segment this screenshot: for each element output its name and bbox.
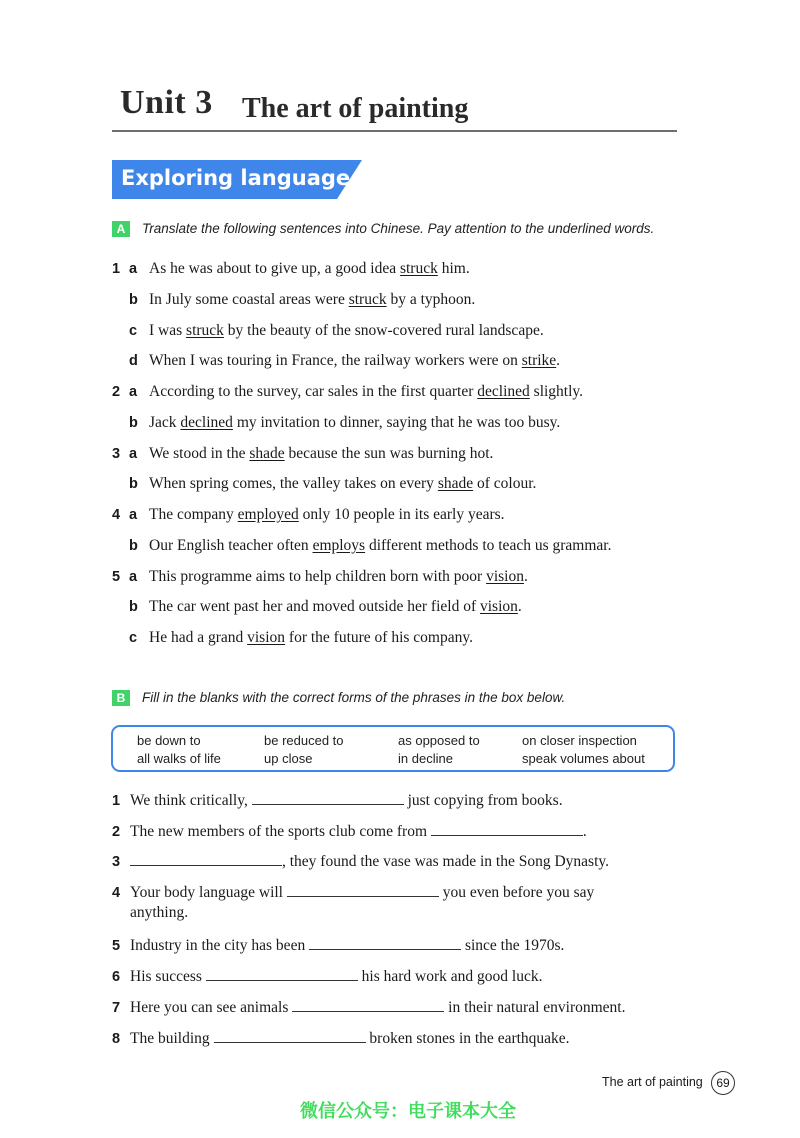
phrase-item: as opposed to <box>398 733 480 748</box>
item-letter: a <box>129 261 138 277</box>
watermark: 微信公众号：电子课本大全 <box>300 1101 516 1122</box>
sentence-text: Here you can see animals <box>130 999 293 1016</box>
sentence-text: his hard work and good luck. <box>357 968 543 985</box>
answer-blank[interactable] <box>287 882 439 897</box>
fill-blank-row <box>112 821 587 842</box>
underlined-word: employed <box>237 506 299 523</box>
sentence-text: The car went past her and moved outside her field of <box>149 598 480 615</box>
item-number: 7 <box>112 1000 121 1016</box>
sentence-text: him. <box>437 260 470 277</box>
sentence-row <box>112 413 560 433</box>
item-number: 8 <box>112 1031 121 1047</box>
phrase-item: up close <box>264 751 313 766</box>
sentence-text: I was <box>149 322 187 339</box>
item-number: 2 <box>112 824 121 840</box>
sentence-text: He had a grand <box>149 629 248 646</box>
underlined-word: declined <box>180 414 233 431</box>
sentence-text: We stood in the <box>149 445 250 462</box>
underlined-word: shade <box>437 475 474 492</box>
phrase-item: speak volumes about <box>522 751 645 766</box>
item-letter: b <box>129 415 138 431</box>
underlined-word: declined <box>477 383 530 400</box>
sentence-row <box>112 536 611 556</box>
sentence-text: only 10 people in its early years. <box>298 506 505 523</box>
sentence-text: The company <box>149 506 238 523</box>
sentence-text: Jack <box>149 414 181 431</box>
item-letter: a <box>129 569 138 585</box>
sentence-text: because the sun was burning hot. <box>284 445 494 462</box>
phrase-item: be down to <box>137 733 201 748</box>
item-letter: d <box>129 353 138 369</box>
item-number: 5 <box>112 569 121 585</box>
exercise-b-badge: B <box>112 690 130 706</box>
item-letter: b <box>129 538 138 554</box>
item-number: 3 <box>112 854 121 870</box>
sentence-text: in their natural environment. <box>444 999 626 1016</box>
sentence-text: of colour. <box>473 475 537 492</box>
sentence-text: When spring comes, the valley takes on every <box>149 475 438 492</box>
title-divider <box>112 130 677 132</box>
answer-blank[interactable] <box>130 851 282 866</box>
item-letter: c <box>129 630 138 646</box>
exercise-a-instruction: Translate the following sentences into Chinese. Pay attention to the underlined words. <box>142 221 655 236</box>
item-letter: b <box>129 476 138 492</box>
sentence-row <box>112 567 528 587</box>
sentence-row <box>112 474 536 494</box>
item-number: 3 <box>112 446 121 462</box>
sentence-text: The new members of the sports club come from <box>130 823 431 840</box>
sentence-text: just copying from books. <box>403 792 563 809</box>
footer-unit-title: The art of painting <box>602 1075 703 1089</box>
answer-blank[interactable] <box>206 966 358 981</box>
sentence-row <box>112 505 505 525</box>
answer-blank[interactable] <box>292 997 444 1012</box>
underlined-word: struck <box>348 291 387 308</box>
fill-blank-row <box>112 966 542 987</box>
answer-blank[interactable] <box>252 790 404 805</box>
sentence-row <box>112 628 473 648</box>
fill-blank-row <box>112 882 594 923</box>
sentence-text: . <box>582 823 587 840</box>
sentence-row <box>112 259 470 279</box>
exercise-a-badge: A <box>112 221 130 237</box>
sentence-text: since the 1970s. <box>461 937 565 954</box>
sentence-text: When I was touring in France, the railway workers were on <box>149 352 522 369</box>
item-number: 1 <box>112 793 121 809</box>
sentence-text: According to the survey, car sales in the first quarter <box>149 383 478 400</box>
section-title: Exploring language <box>121 166 351 190</box>
item-number: 5 <box>112 938 121 954</box>
sentence-text: slightly. <box>529 383 584 400</box>
sentence-row <box>112 321 544 341</box>
sentence-text: . <box>523 568 528 585</box>
fill-blank-row <box>112 1028 570 1049</box>
answer-blank[interactable] <box>431 821 583 836</box>
underlined-word: strike <box>521 352 557 369</box>
item-number: 2 <box>112 384 121 400</box>
sentence-text: by a typhoon. <box>386 291 476 308</box>
page-number: 69 <box>711 1071 735 1095</box>
sentence-text: . <box>556 352 561 369</box>
answer-blank[interactable] <box>214 1028 366 1043</box>
sentence-text: As he was about to give up, a good idea <box>149 260 400 277</box>
sentence-text: my invitation to dinner, saying that he was too busy. <box>232 414 561 431</box>
sentence-text: The building <box>130 1030 214 1047</box>
sentence-continuation: anything. <box>130 904 189 921</box>
item-letter: a <box>129 384 138 400</box>
sentence-row <box>112 597 522 617</box>
sentence-text: Our English teacher often <box>149 537 313 554</box>
answer-blank[interactable] <box>309 935 461 950</box>
sentence-text: you even before you say <box>438 884 595 901</box>
item-number: 6 <box>112 969 121 985</box>
underlined-word: vision <box>486 568 524 585</box>
underlined-word: struck <box>399 260 438 277</box>
sentence-row <box>112 444 493 464</box>
item-number: 4 <box>112 507 121 523</box>
unit-number: Unit 3 <box>120 84 213 121</box>
sentence-text: We think critically, <box>130 792 252 809</box>
underlined-word: vision <box>479 598 518 615</box>
sentence-text: This programme aims to help children born with poor <box>149 568 487 585</box>
sentence-text: for the future of his company. <box>285 629 473 646</box>
item-letter: b <box>129 599 138 615</box>
item-number: 1 <box>112 261 121 277</box>
underlined-word: shade <box>249 445 285 462</box>
underlined-word: struck <box>186 322 224 339</box>
sentence-text: . <box>517 598 522 615</box>
sentence-row <box>112 290 475 310</box>
phrase-item: be reduced to <box>264 733 344 748</box>
sentence-row <box>112 382 583 402</box>
sentence-text: In July some coastal areas were <box>149 291 349 308</box>
underlined-word: vision <box>247 629 286 646</box>
sentence-text: broken stones in the earthquake. <box>365 1030 570 1047</box>
fill-blank-row <box>112 851 609 872</box>
sentence-text: , they found the vase was made in the Song Dynasty. <box>282 853 610 870</box>
item-letter: b <box>129 292 138 308</box>
fill-blank-row <box>112 935 564 956</box>
sentence-text: Industry in the city has been <box>130 937 310 954</box>
sentence-text: Your body language will <box>130 884 287 901</box>
fill-blank-row <box>112 997 625 1018</box>
phrase-item: all walks of life <box>137 751 221 766</box>
sentence-row <box>112 351 560 371</box>
fill-blank-row <box>112 790 563 811</box>
phrase-item: in decline <box>398 751 453 766</box>
sentence-text: by the beauty of the snow-covered rural landscape. <box>223 322 544 339</box>
item-letter: a <box>129 507 138 523</box>
sentence-text: different methods to teach us grammar. <box>365 537 612 554</box>
unit-title: The art of painting <box>242 93 469 124</box>
item-letter: c <box>129 323 138 339</box>
exercise-b-instruction: Fill in the blanks with the correct forms of the phrases in the box below. <box>142 690 566 705</box>
item-letter: a <box>129 446 138 462</box>
item-number: 4 <box>112 885 121 901</box>
sentence-text: His success <box>130 968 206 985</box>
underlined-word: employs <box>312 537 366 554</box>
phrase-item: on closer inspection <box>522 733 637 748</box>
